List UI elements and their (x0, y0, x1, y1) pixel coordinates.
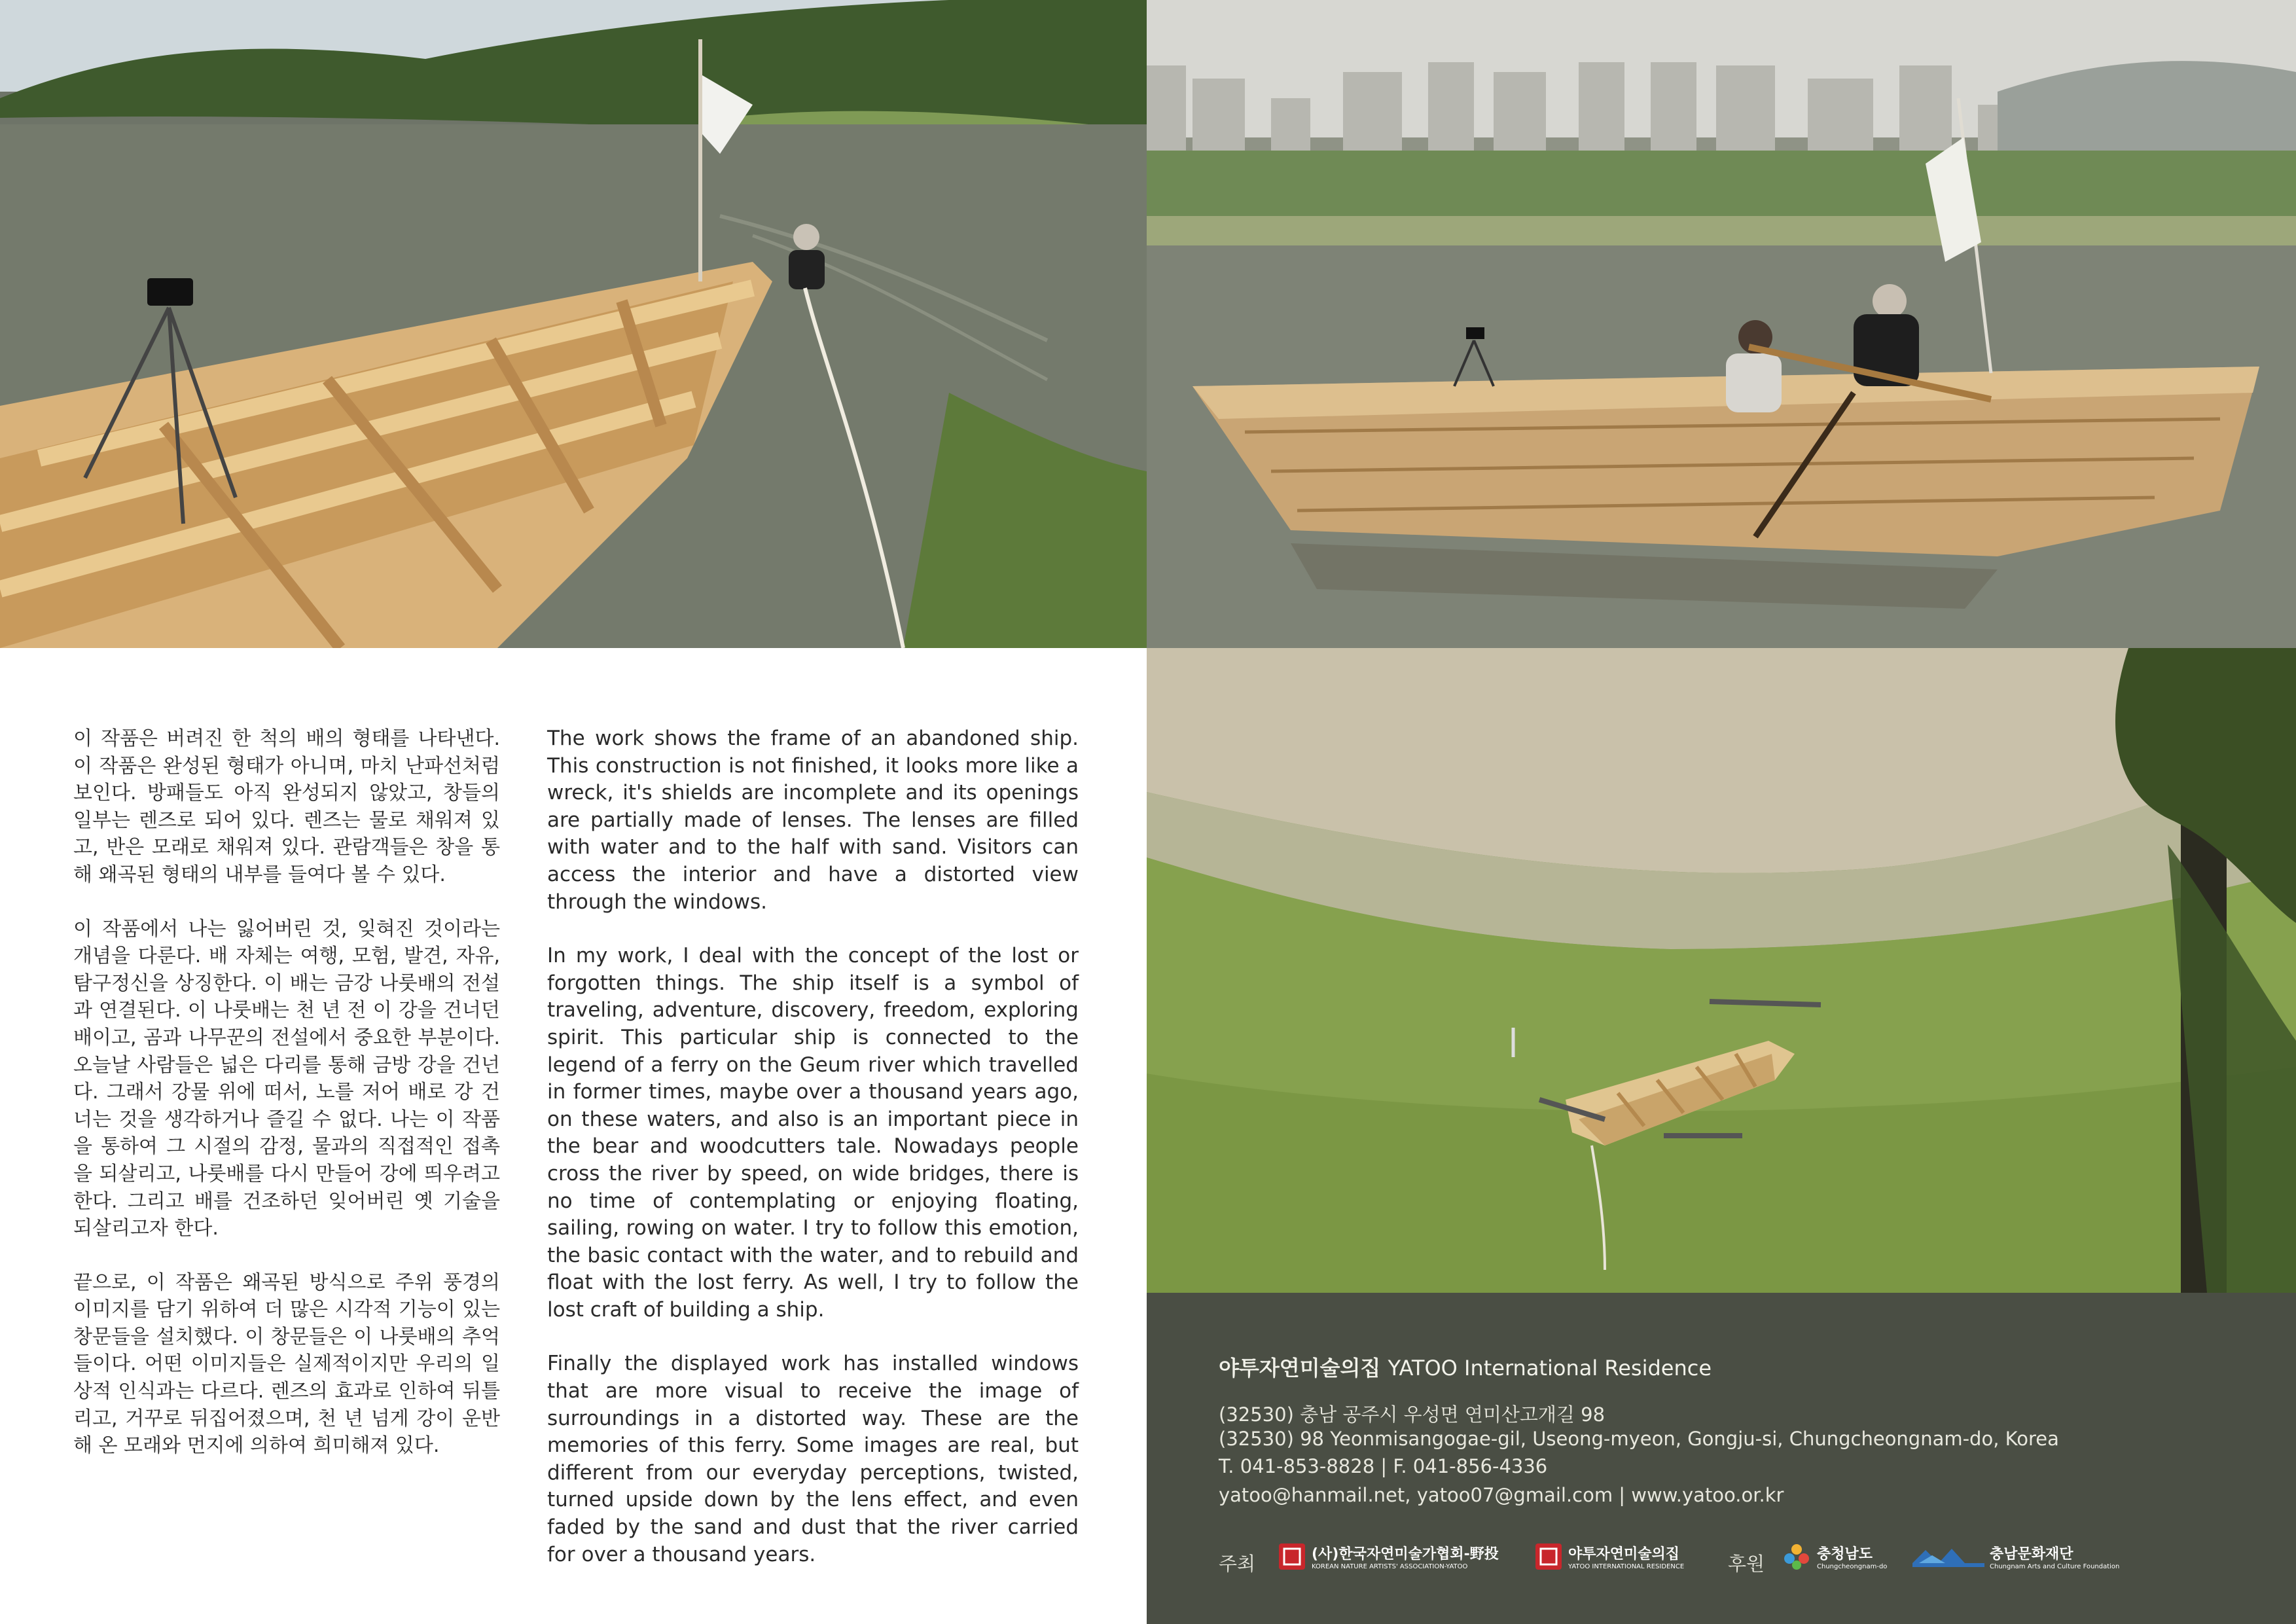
residence-title-en: YATOO International Residence (1388, 1356, 1712, 1380)
phone-fax: T. 041-853-8828 | F. 041-856-4336 (1219, 1455, 1548, 1477)
photo-boat-on-grass (1147, 648, 2296, 1293)
korean-paragraph-2: 이 작품에서 나는 잃어버린 것, 잊혀진 것이라는 개념을 다룬다. 배 자체는 여행, 모험, 발견, 자유, 탐구정신을 상징한다. 이 배는 금강 나룻배의 전설과 연결된다. 이 나룻배는 천 년 전 이 강을 건너던 배이고, 곰과 나무꾼의 전설에서 중요한 부분이다. 오늘날 사람들은 넓은 다리를 통해 금방 강을 건넌다. 그래서 강물 위에 떠서, 노를 저어 배로 강 건너는 것을 생각하거나 즐길 수 없다. 나는 이 작품을 통하여 그 시절의 감정, 물과의 직접적인 접촉을 되살리고, 나룻배를 다시 만들어 강에 띄우려고 한다. 그리고 배를 건조하던 잊어버린 옛 기술을 되살리고자 한다. (73, 917, 500, 1240)
logo-chungcheongnam-do: 충청남도 Chungcheongnam-do (1782, 1536, 1887, 1577)
sponsor-label: 후원 (1728, 1553, 1765, 1575)
korean-paragraph-3: 끝으로, 이 작품은 왜곡된 방식으로 주위 풍경의 이미지를 담기 위하여 더 많은 시각적 기능이 있는 창문들을 설치했다. 이 창문들은 이 나룻배의 추억들이다. 어떤 이미지들은 실제적이지만 우리의 일상적 인식과는 다르다. 렌즈의 효과로 인하여 뒤틀리고, 거꾸로 뒤집어졌으며, 천 년 넘게 강이 운반해 온 모래와 먼지에 의하여 희미해져 있다. (73, 1271, 500, 1458)
english-paragraph-3: Finally the displayed work has installed windows that are more visual to receive the image of surroundings in a distorted way. These are the memories of this ferry. Some images are real, but different from our everyday perceptions, twisted, turned upside down by the lens effect, and even faded by the sand and dust that the river carried for over a thousand years. (547, 1352, 1079, 1566)
residence-title-ko: 야투자연미술의집 (1219, 1356, 1381, 1380)
english-paragraph-2: In my work, I deal with the concept of the lost or forgotten things. The ship itself is a symbol of traveling, adventure, discovery, freedom, exploring spirit. This particular ship is connected to the legend of a ferry on the Geum river which travelled in former times, maybe over a thousand years ago, on these waters, and also is an important piece in the bear and woodcutters tale. Nowadays people cross the river by speed, on wide bridges, there is no time of contemplating or enjoying floating, sailing, rowing on water. I try to follow this emotion, the basic contact with the water, and to rebuild and float with the lost ferry. As well, I try to follow the lost craft of building a ship. (547, 944, 1079, 1322)
logo-korean-nature-artists-association: (사)한국자연미술가협회-野投 KOREAN NATURE ARTISTS' ASSOCIATION-YATOO (1278, 1536, 1499, 1577)
residence-title (1219, 1352, 1712, 1382)
english-paragraph-1: The work shows the frame of an abandoned ship. This construction is not finished, it looks more like a wreck, it's shields are incomplete and its openings are partially made of lenses. The lenses are filled with water and to the half with sand. Visitors can access the interior and have a distorted view through the windows. (547, 727, 1079, 914)
residence-info-panel (1147, 1293, 2296, 1624)
email-website: yatoo@hanmail.net, yatoo07@gmail.com | www.yatoo.or.kr (1219, 1484, 1784, 1506)
address-english: (32530) 98 Yeonmisangogae-gil, Useong-myeon, Gongju-si, Chungcheongnam-do, Korea (1219, 1428, 2059, 1450)
address-korean: (32530) 충남 공주시 우성면 연미산고개길 98 (1219, 1403, 1605, 1426)
photo-rowing-boat-river (1147, 0, 2296, 648)
host-label: 주최 (1219, 1553, 1256, 1575)
logo-chungnam-culture-foundation: 충남문화재단 Chungnam Arts and Culture Foundation (1912, 1536, 2119, 1577)
chungnam-flower-icon (1782, 1542, 1812, 1572)
korean-paragraph-1: 이 작품은 버려진 한 척의 배의 형태를 나타낸다. 이 작품은 완성된 형태가 아니며, 마치 난파선처럼 보인다. 방패들도 아직 완성되지 않았고, 창들의 일부는 렌즈로 되어 있다. 렌즈는 물로 채워져 있고, 반은 모래로 채워져 있다. 관람객들은 창을 통해 왜곡된 형태의 내부를 들여다 볼 수 있다. (73, 727, 500, 886)
english-text-column (547, 725, 1079, 1595)
red-seal-icon (1278, 1542, 1306, 1571)
foundation-wave-icon (1912, 1543, 1984, 1570)
korean-text-column (73, 725, 500, 1487)
photo-boat-frame-shore (0, 0, 1147, 648)
logo-yatoo-residence: 야투자연미술의집 YATOO INTERNATIONAL RESIDENCE (1534, 1536, 1684, 1577)
red-seal-icon (1534, 1542, 1563, 1571)
